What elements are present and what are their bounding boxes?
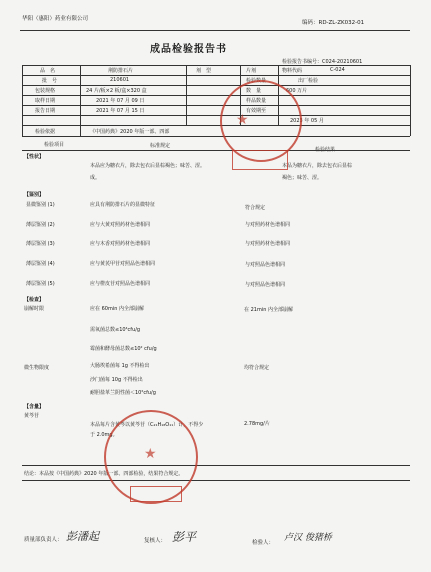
company-name: 华阳（惠阳）药业有限公司 xyxy=(22,16,89,22)
column-item: 检验项目 xyxy=(44,142,65,148)
microbe-standard-3: 大肠埃希菌每 1g 不得检出 xyxy=(90,363,150,369)
id3-item: 薄层鉴别 (3) xyxy=(26,241,55,247)
label-sample-qty: 样品数量 xyxy=(246,98,267,104)
microbe-standard-2: 霉菌和酵母菌总数≤10² cfu/g xyxy=(90,346,157,352)
value-sample-date: 2021 年 07 月 09 日 xyxy=(96,98,145,104)
inspector-signature: 卢汉 俊猪桥 xyxy=(284,533,332,543)
assay-result: 2.78mg/片 xyxy=(244,421,270,427)
review-label: 复核人： xyxy=(144,538,167,544)
qa-label: 质量部负责人： xyxy=(24,537,63,543)
id4-result: 与对照品色谱相同 xyxy=(245,262,286,268)
section-assay: 【含量】 xyxy=(24,404,45,410)
value-code: C-024 xyxy=(330,67,345,73)
column-standard: 标准规定 xyxy=(150,143,171,149)
label-basis: 检验依据 xyxy=(35,129,56,135)
appearance-standard: 本品应为糖衣片，除去包衣后显棕褐色；味苦、涩。 xyxy=(90,163,206,169)
disintegration-result: 在 21min 内全部崩解 xyxy=(244,307,293,313)
microbe-standard-5: 耐胆盐革兰阴性菌＜10²cfu/g xyxy=(90,390,156,396)
id3-result: 与对照药材色谱相同 xyxy=(245,241,291,247)
label-source: 检验数量 xyxy=(246,78,267,84)
inspector-label: 检验人： xyxy=(252,540,275,546)
label-type: 剂 型 xyxy=(196,68,212,74)
section-appearance: 【性状】 xyxy=(24,154,45,160)
label-pack: 包装规格 xyxy=(35,88,56,94)
id2-result: 与对照药材色谱相同 xyxy=(245,222,291,228)
value-source: 出厂检验 xyxy=(298,78,319,84)
id5-standard: 应与橙皮苷对照品色谱相同 xyxy=(90,281,151,287)
id1-result: 符合规定 xyxy=(245,205,266,211)
value-expiry: 2023 年 05 月 xyxy=(290,118,324,124)
disintegration-item: 崩解时限 xyxy=(24,306,45,312)
column-result: 检验结果 xyxy=(315,147,336,153)
review-signature: 彭平 xyxy=(172,530,197,544)
appearance-result: 本品为糖衣片，除去包衣后显棕 xyxy=(282,163,353,169)
report-number: 检验报告书编号：C024-20210601 xyxy=(282,59,363,65)
value-report-date: 2021 年 07 月 15 日 xyxy=(96,108,145,114)
id1-item: 显微鉴别 (1) xyxy=(26,202,55,208)
id2-standard: 应与大黄对照药材色谱相同 xyxy=(90,222,151,228)
header-rule xyxy=(20,30,410,31)
quality-stamp-bottom-box xyxy=(130,486,182,502)
label-batch: 批 号 xyxy=(42,78,58,84)
report-title: 成品检验报告书 xyxy=(150,44,227,55)
microbe-standard-1: 需氧菌总数≤10⁴cfu/g xyxy=(90,327,141,333)
value-qty: 600 万片 xyxy=(286,88,308,94)
id1-standard: 应具有荆防排石片的显微特征 xyxy=(90,202,156,208)
value-name: 荆防排石片 xyxy=(108,68,134,74)
value-basis: 《中国药典》2020 年版一部、四部 xyxy=(90,129,170,135)
assay-standard-1: 本品每片含黄芩以黄芩苷（C₂₁H₁₈O₁₁）计，不得少 xyxy=(90,422,204,428)
microbe-result: 均符合规定 xyxy=(244,365,270,371)
id5-item: 薄层鉴别 (5) xyxy=(26,281,55,287)
microbe-standard-4: 沙门菌每 10g 不得检出 xyxy=(90,377,143,383)
quality-stamp-bottom: ★ xyxy=(104,410,198,504)
assay-item: 黄芩苷 xyxy=(24,413,40,419)
value-batch: 210601 xyxy=(110,77,130,83)
id5-result: 与对照品色谱相同 xyxy=(245,282,286,288)
microbe-item: 微生物限度 xyxy=(24,365,50,371)
qa-signature: 彭潘起 xyxy=(66,530,99,543)
document-code: 编码：RD-ZL-ZK032-01 xyxy=(302,20,365,26)
id4-standard: 应与黄芪甲苷对照品色谱相同 xyxy=(90,261,156,267)
conclusion: 结论：本品按《中国药典》2020 年版一部、四部检验，结果符合规定。 xyxy=(24,471,184,477)
label-expiry: 有效期至 xyxy=(246,108,267,114)
id3-standard: 应与木香对照药材色谱相同 xyxy=(90,241,151,247)
label-name: 品 名 xyxy=(40,68,56,74)
quality-stamp-box xyxy=(232,150,288,170)
disintegration-standard: 应在 60min 内全部崩解 xyxy=(90,306,144,312)
section-checks: 【检查】 xyxy=(24,297,45,303)
appearance-result-2: 褐色；味苦、涩。 xyxy=(282,175,323,181)
section-identification: 【鉴别】 xyxy=(24,192,45,198)
label-report-date: 报告日期 xyxy=(35,108,56,114)
appearance-standard-2: 成。 xyxy=(90,175,101,181)
id2-item: 薄层鉴别 (2) xyxy=(26,222,55,228)
label-qty: 数 量 xyxy=(246,88,262,94)
label-code: 物料代码 xyxy=(282,68,303,74)
assay-standard-2: 于 2.0mg。 xyxy=(90,432,118,438)
value-type: 片剂 xyxy=(246,68,257,74)
id4-item: 薄层鉴别 (4) xyxy=(26,261,55,267)
label-sample-date: 取样日期 xyxy=(35,98,56,104)
value-pack: 24 片/板×2 板/盒×320 盒 xyxy=(86,88,147,94)
quality-stamp-top: ★ xyxy=(220,80,302,162)
